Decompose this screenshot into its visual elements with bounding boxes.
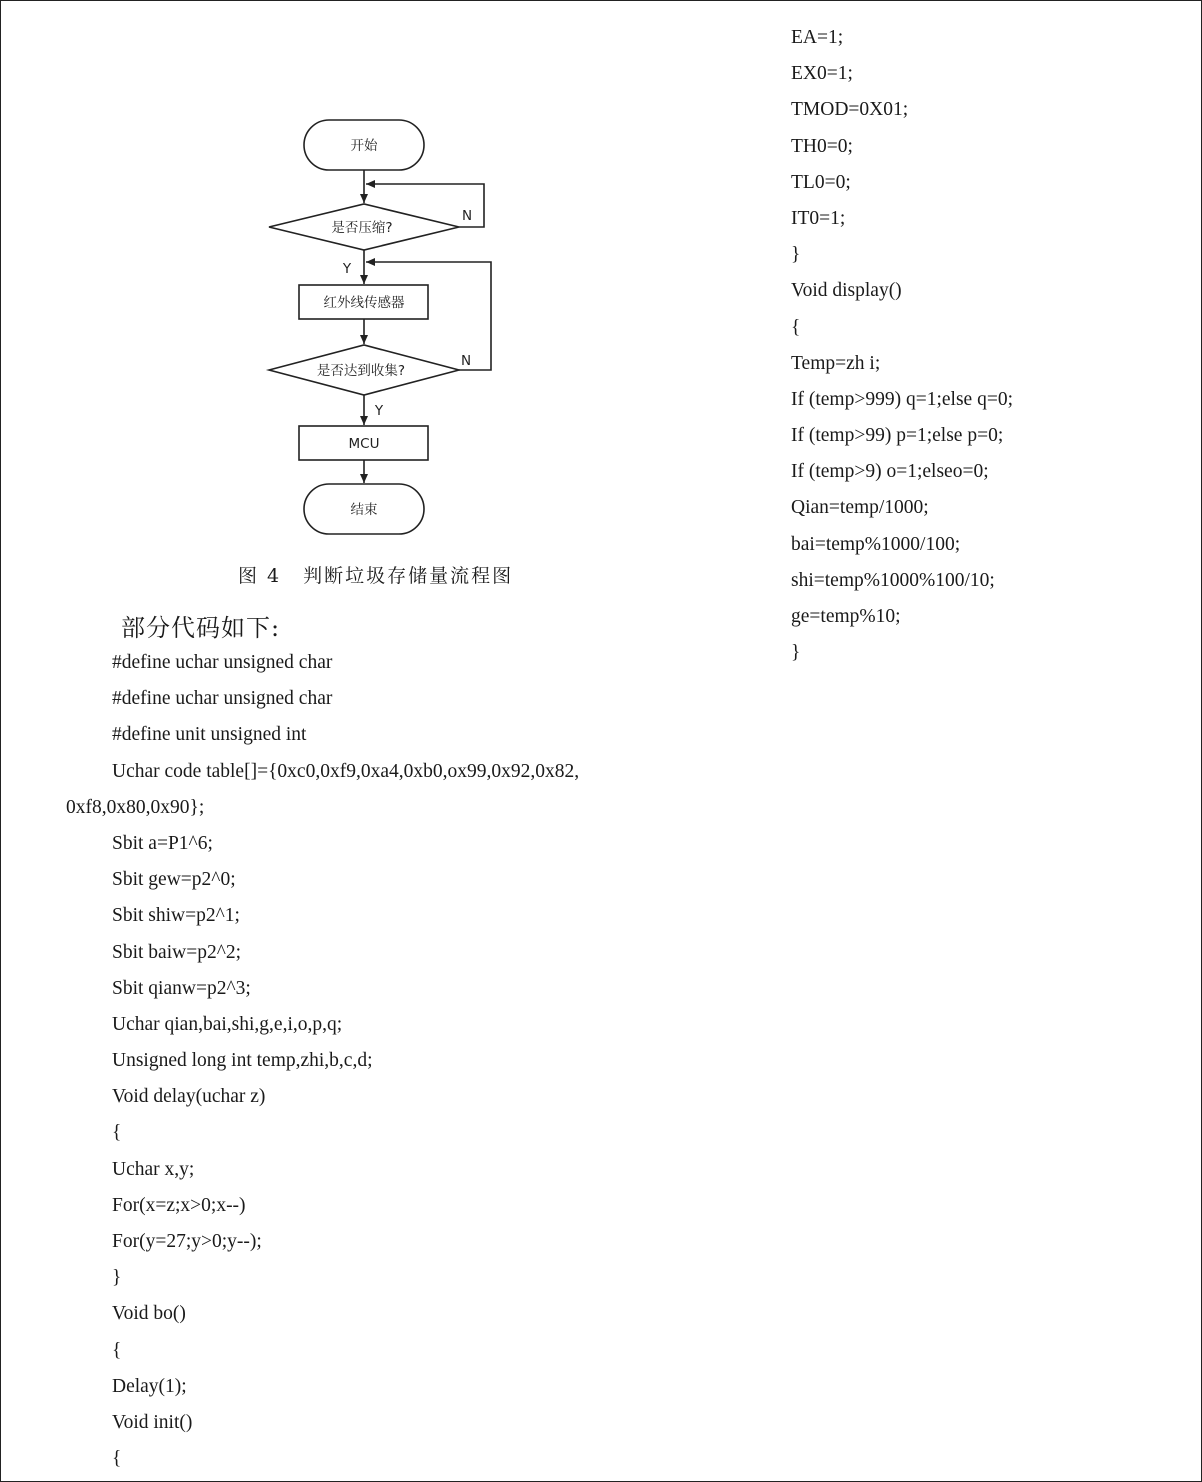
left-code-block xyxy=(66,645,580,1477)
code-line: EA=1; xyxy=(791,27,844,48)
code-line: #define uchar unsigned char xyxy=(112,688,333,710)
code-line: { xyxy=(112,1339,122,1361)
code-line: Uchar qian,bai,shi,g,e,i,o,p,q; xyxy=(112,1013,343,1035)
code-line: Sbit shiw=p2^1; xyxy=(112,905,240,927)
no-label-2: N xyxy=(460,353,472,369)
code-line: Void display() xyxy=(791,280,902,302)
code-line: Void delay(uchar z) xyxy=(112,1086,266,1108)
code-line: #define unit unsigned int xyxy=(112,724,307,746)
code-line: Void bo() xyxy=(112,1303,186,1325)
code-line: { xyxy=(112,1122,122,1144)
section-heading: 部分代码如下: xyxy=(121,614,281,642)
code-line: ge=temp%10; xyxy=(791,606,901,627)
code-line: Sbit a=P1^6; xyxy=(112,832,213,854)
code-line: Unsigned long int temp,zhi,b,c,d; xyxy=(112,1050,373,1072)
code-line: Uchar x,y; xyxy=(112,1158,195,1180)
code-line: Void init() xyxy=(112,1411,193,1433)
code-line: TH0=0; xyxy=(791,135,853,157)
yes-label-1: Y xyxy=(342,261,352,277)
code-line: Uchar code table[]={0xc0,0xf9,0xa4,0xb0,ox99,0x92,0x82, xyxy=(112,760,580,782)
code-line: If (temp>999) q=1;else q=0; xyxy=(791,388,1013,410)
code-line: 0xf8,0x80,0x90}; xyxy=(66,796,205,818)
code-line: EX0=1; xyxy=(791,63,853,85)
code-line: Temp=zh i; xyxy=(791,352,881,374)
code-line: Sbit gew=p2^0; xyxy=(112,869,236,891)
code-line: } xyxy=(112,1267,122,1289)
sensor-label: 红外线传感器 xyxy=(323,295,405,311)
end-label: 结束 xyxy=(350,502,378,518)
code-line: For(x=z;x>0;x--) xyxy=(112,1194,246,1216)
code-line: If (temp>9) o=1;elseo=0; xyxy=(791,461,989,483)
code-line: Sbit baiw=p2^2; xyxy=(112,941,242,963)
code-line: } xyxy=(791,244,801,266)
figure-number: 图 4 xyxy=(238,565,282,587)
code-line: bai=temp%1000/100; xyxy=(791,533,961,555)
code-line: { xyxy=(112,1448,122,1470)
code-line: For(y=27;y>0;y--); xyxy=(112,1231,262,1252)
code-line: } xyxy=(791,642,801,664)
code-line: TMOD=0X01; xyxy=(791,99,909,121)
start-label: 开始 xyxy=(350,138,378,154)
code-line: Qian=temp/1000; xyxy=(791,497,929,519)
code-line: TL0=0; xyxy=(791,171,851,193)
code-line: #define uchar unsigned char xyxy=(112,652,333,673)
decision2-label: 是否达到收集? xyxy=(316,363,406,379)
mcu-label: MCU xyxy=(348,436,380,452)
right-code-block xyxy=(791,20,1013,671)
decision1-label: 是否压缩? xyxy=(331,220,393,236)
code-line: If (temp>99) p=1;else p=0; xyxy=(791,425,1004,447)
flowchart xyxy=(0,0,1202,600)
yes-label-2: Y xyxy=(374,403,384,419)
no-label-1: N xyxy=(461,208,473,224)
code-line: Sbit qianw=p2^3; xyxy=(112,977,251,999)
figure-title: 判断垃圾存储量流程图 xyxy=(303,565,514,587)
figure-caption xyxy=(238,561,513,588)
code-line: IT0=1; xyxy=(791,207,846,229)
code-line: shi=temp%1000%100/10; xyxy=(791,569,995,591)
code-line: { xyxy=(791,316,801,338)
code-line: Delay(1); xyxy=(112,1375,187,1397)
